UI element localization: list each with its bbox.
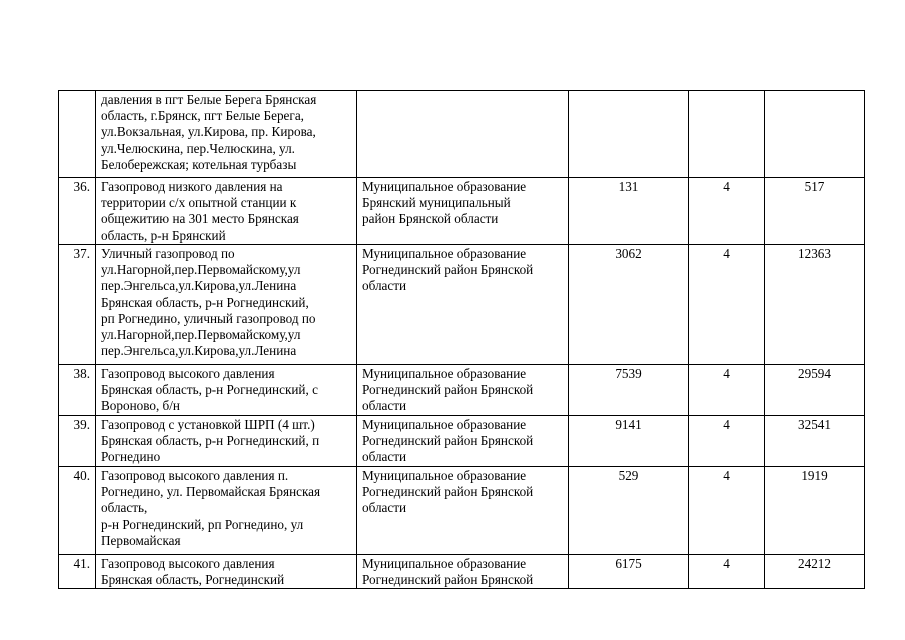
object-owner: Муниципальное образование Рогнединский район Брянской области	[357, 416, 569, 467]
value-amount: 24212	[765, 555, 865, 589]
object-description: Газопровод высокого давления п. Рогнедино, ул. Первомайская Брянская область, р-н Рогнединский, рп Рогнедино, ул Первомайская	[96, 467, 357, 555]
table-row	[59, 365, 865, 416]
value-amount: 517	[765, 178, 865, 245]
value-category: 4	[689, 365, 765, 416]
object-description: Газопровод низкого давления на территории с/х опытной станции к общежитию на 301 место Брянская область, р-н Брянский	[96, 178, 357, 245]
value-amount	[765, 91, 865, 178]
row-number: 39.	[59, 416, 96, 467]
object-description: Уличный газопровод по ул.Нагорной,пер.Первомайскому,ул пер.Энгельса,ул.Кирова,ул.Ленина Брянская область, р-н Рогнединский, рп Рогнедино, уличный газопровод по ул.Нагорной,пер.Первомайскому,ул пер.Энгельса,ул.Кирова,ул.Ленина	[96, 245, 357, 365]
object-owner: Муниципальное образование Рогнединский район Брянской области	[357, 467, 569, 555]
object-owner	[357, 91, 569, 178]
row-number: 36.	[59, 178, 96, 245]
value-category	[689, 91, 765, 178]
value-length	[569, 91, 689, 178]
object-owner: Муниципальное образование Рогнединский район Брянской области	[357, 365, 569, 416]
table-row	[59, 416, 865, 467]
value-category: 4	[689, 245, 765, 365]
table-row	[59, 178, 865, 245]
row-number: 37.	[59, 245, 96, 365]
value-length: 131	[569, 178, 689, 245]
object-description: Газопровод с установкой ШРП (4 шт.) Брянская область, р-н Рогнединский, п Рогнедино	[96, 416, 357, 467]
row-number: 38.	[59, 365, 96, 416]
value-length: 3062	[569, 245, 689, 365]
value-category: 4	[689, 416, 765, 467]
object-description: Газопровод высокого давления Брянская область, Рогнединский	[96, 555, 357, 589]
value-length: 529	[569, 467, 689, 555]
table-row	[59, 91, 865, 178]
value-length: 9141	[569, 416, 689, 467]
gas-pipeline-registry-table	[58, 90, 865, 589]
row-number	[59, 91, 96, 178]
row-number: 41.	[59, 555, 96, 589]
object-owner: Муниципальное образование Рогнединский район Брянской области	[357, 245, 569, 365]
object-owner: Муниципальное образование Брянский муниципальный район Брянской области	[357, 178, 569, 245]
value-amount: 12363	[765, 245, 865, 365]
value-amount: 29594	[765, 365, 865, 416]
table-row	[59, 245, 865, 365]
value-category: 4	[689, 555, 765, 589]
value-length: 7539	[569, 365, 689, 416]
value-category: 4	[689, 467, 765, 555]
object-description: Газопровод высокого давления Брянская область, р-н Рогнединский, с Вороново, б/н	[96, 365, 357, 416]
value-category: 4	[689, 178, 765, 245]
table-row	[59, 555, 865, 589]
row-number: 40.	[59, 467, 96, 555]
value-amount: 32541	[765, 416, 865, 467]
table-row	[59, 467, 865, 555]
value-amount: 1919	[765, 467, 865, 555]
object-description: давления в пгт Белые Берега Брянская область, г.Брянск, пгт Белые Берега, ул.Вокзальная, ул.Кирова, пр. Кирова, ул.Челюскина, пер.Челюскина, ул. Белобережская; котельная турбазы	[96, 91, 357, 178]
object-owner: Муниципальное образование Рогнединский район Брянской	[357, 555, 569, 589]
value-length: 6175	[569, 555, 689, 589]
